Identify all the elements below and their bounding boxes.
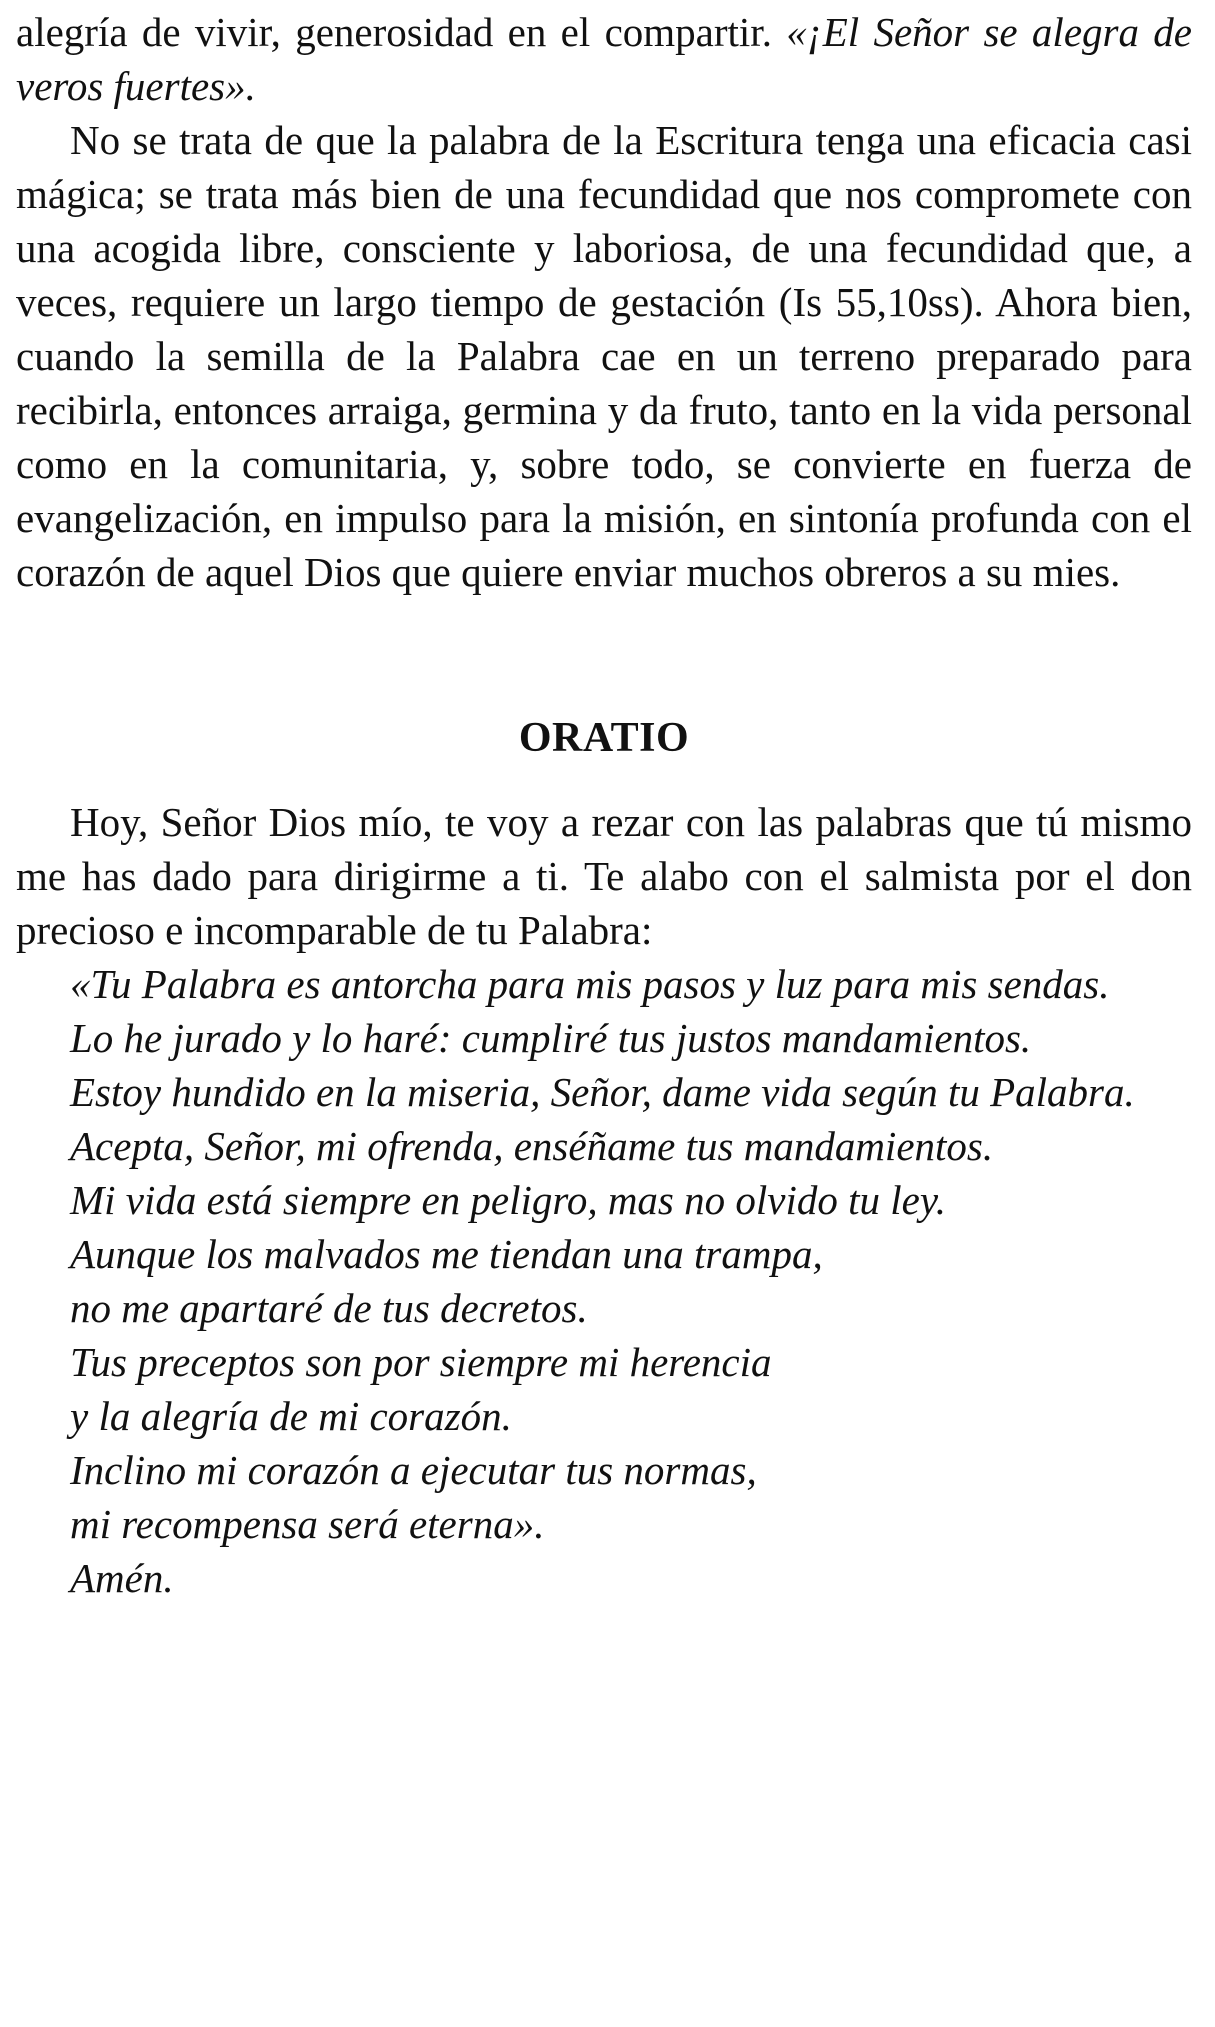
paragraph-prayer-intro: Hoy, Señor Dios mío, te voy a rezar con las palabras que tú mismo me has dado para dirigirme a ti. Te alabo con el salmista por el don precioso e incomparable de tu Palabra: bbox=[16, 799, 1192, 953]
psalm-line: Aunque los malvados me tiendan una trampa, bbox=[70, 1231, 823, 1277]
psalm-line: Lo he jurado y lo haré: cumpliré tus justos mandamientos. bbox=[70, 1015, 1032, 1061]
psalm-line: Tus preceptos son por siempre mi herencia bbox=[70, 1339, 772, 1385]
paragraph-continuation bbox=[16, 0, 1192, 113]
quote-text: «¡El Señor se alegra de veros fuertes». bbox=[16, 9, 1192, 109]
paragraph-continuation-text: alegría de vivir, generosidad en el compartir. bbox=[16, 9, 787, 55]
psalm-line: Acepta, Señor, mi ofrenda, enséñame tus mandamientos. bbox=[70, 1123, 994, 1169]
psalm-quote-block bbox=[16, 957, 1192, 1605]
psalm-line: Inclino mi corazón a ejecutar tus normas, bbox=[70, 1447, 757, 1493]
psalm-line: no me apartaré de tus decretos. bbox=[70, 1285, 588, 1331]
section-heading-oratio: ORATIO bbox=[518, 715, 690, 761]
book-page bbox=[16, 0, 1192, 1605]
psalm-line: y la alegría de mi corazón. bbox=[70, 1393, 512, 1439]
psalm-line: «Tu Palabra es antorcha para mis pasos y luz para mis sendas. bbox=[70, 961, 1110, 1007]
paragraph-scripture-fecundity: No se trata de que la palabra de la Escritura tenga una eficacia casi mágica; se trata más bien de una fecundidad que nos compromete con una acogida libre, consciente y laboriosa, de una fecundidad que, a veces, requiere un largo tiempo de gestación (Is 55,10ss). Ahora bien, cuando la semilla de la Palabra cae en un terreno preparado para recibirla, entonces arraiga, germina y da fruto, tanto en la vida personal como en la comunitaria, y, sobre todo, se convierte en fuerza de evangelización, en impulso para la misión, en sintonía profunda con el corazón de aquel Dios que quiere enviar muchos obreros a su mies. bbox=[16, 117, 1192, 595]
psalm-line: Estoy hundido en la miseria, Señor, dame vida según tu Palabra. bbox=[70, 1069, 1135, 1115]
psalm-closing-amen: Amén. bbox=[70, 1555, 174, 1601]
psalm-line: Mi vida está siempre en peligro, mas no olvido tu ley. bbox=[70, 1177, 947, 1223]
psalm-line: mi recompensa será eterna». bbox=[70, 1501, 545, 1547]
